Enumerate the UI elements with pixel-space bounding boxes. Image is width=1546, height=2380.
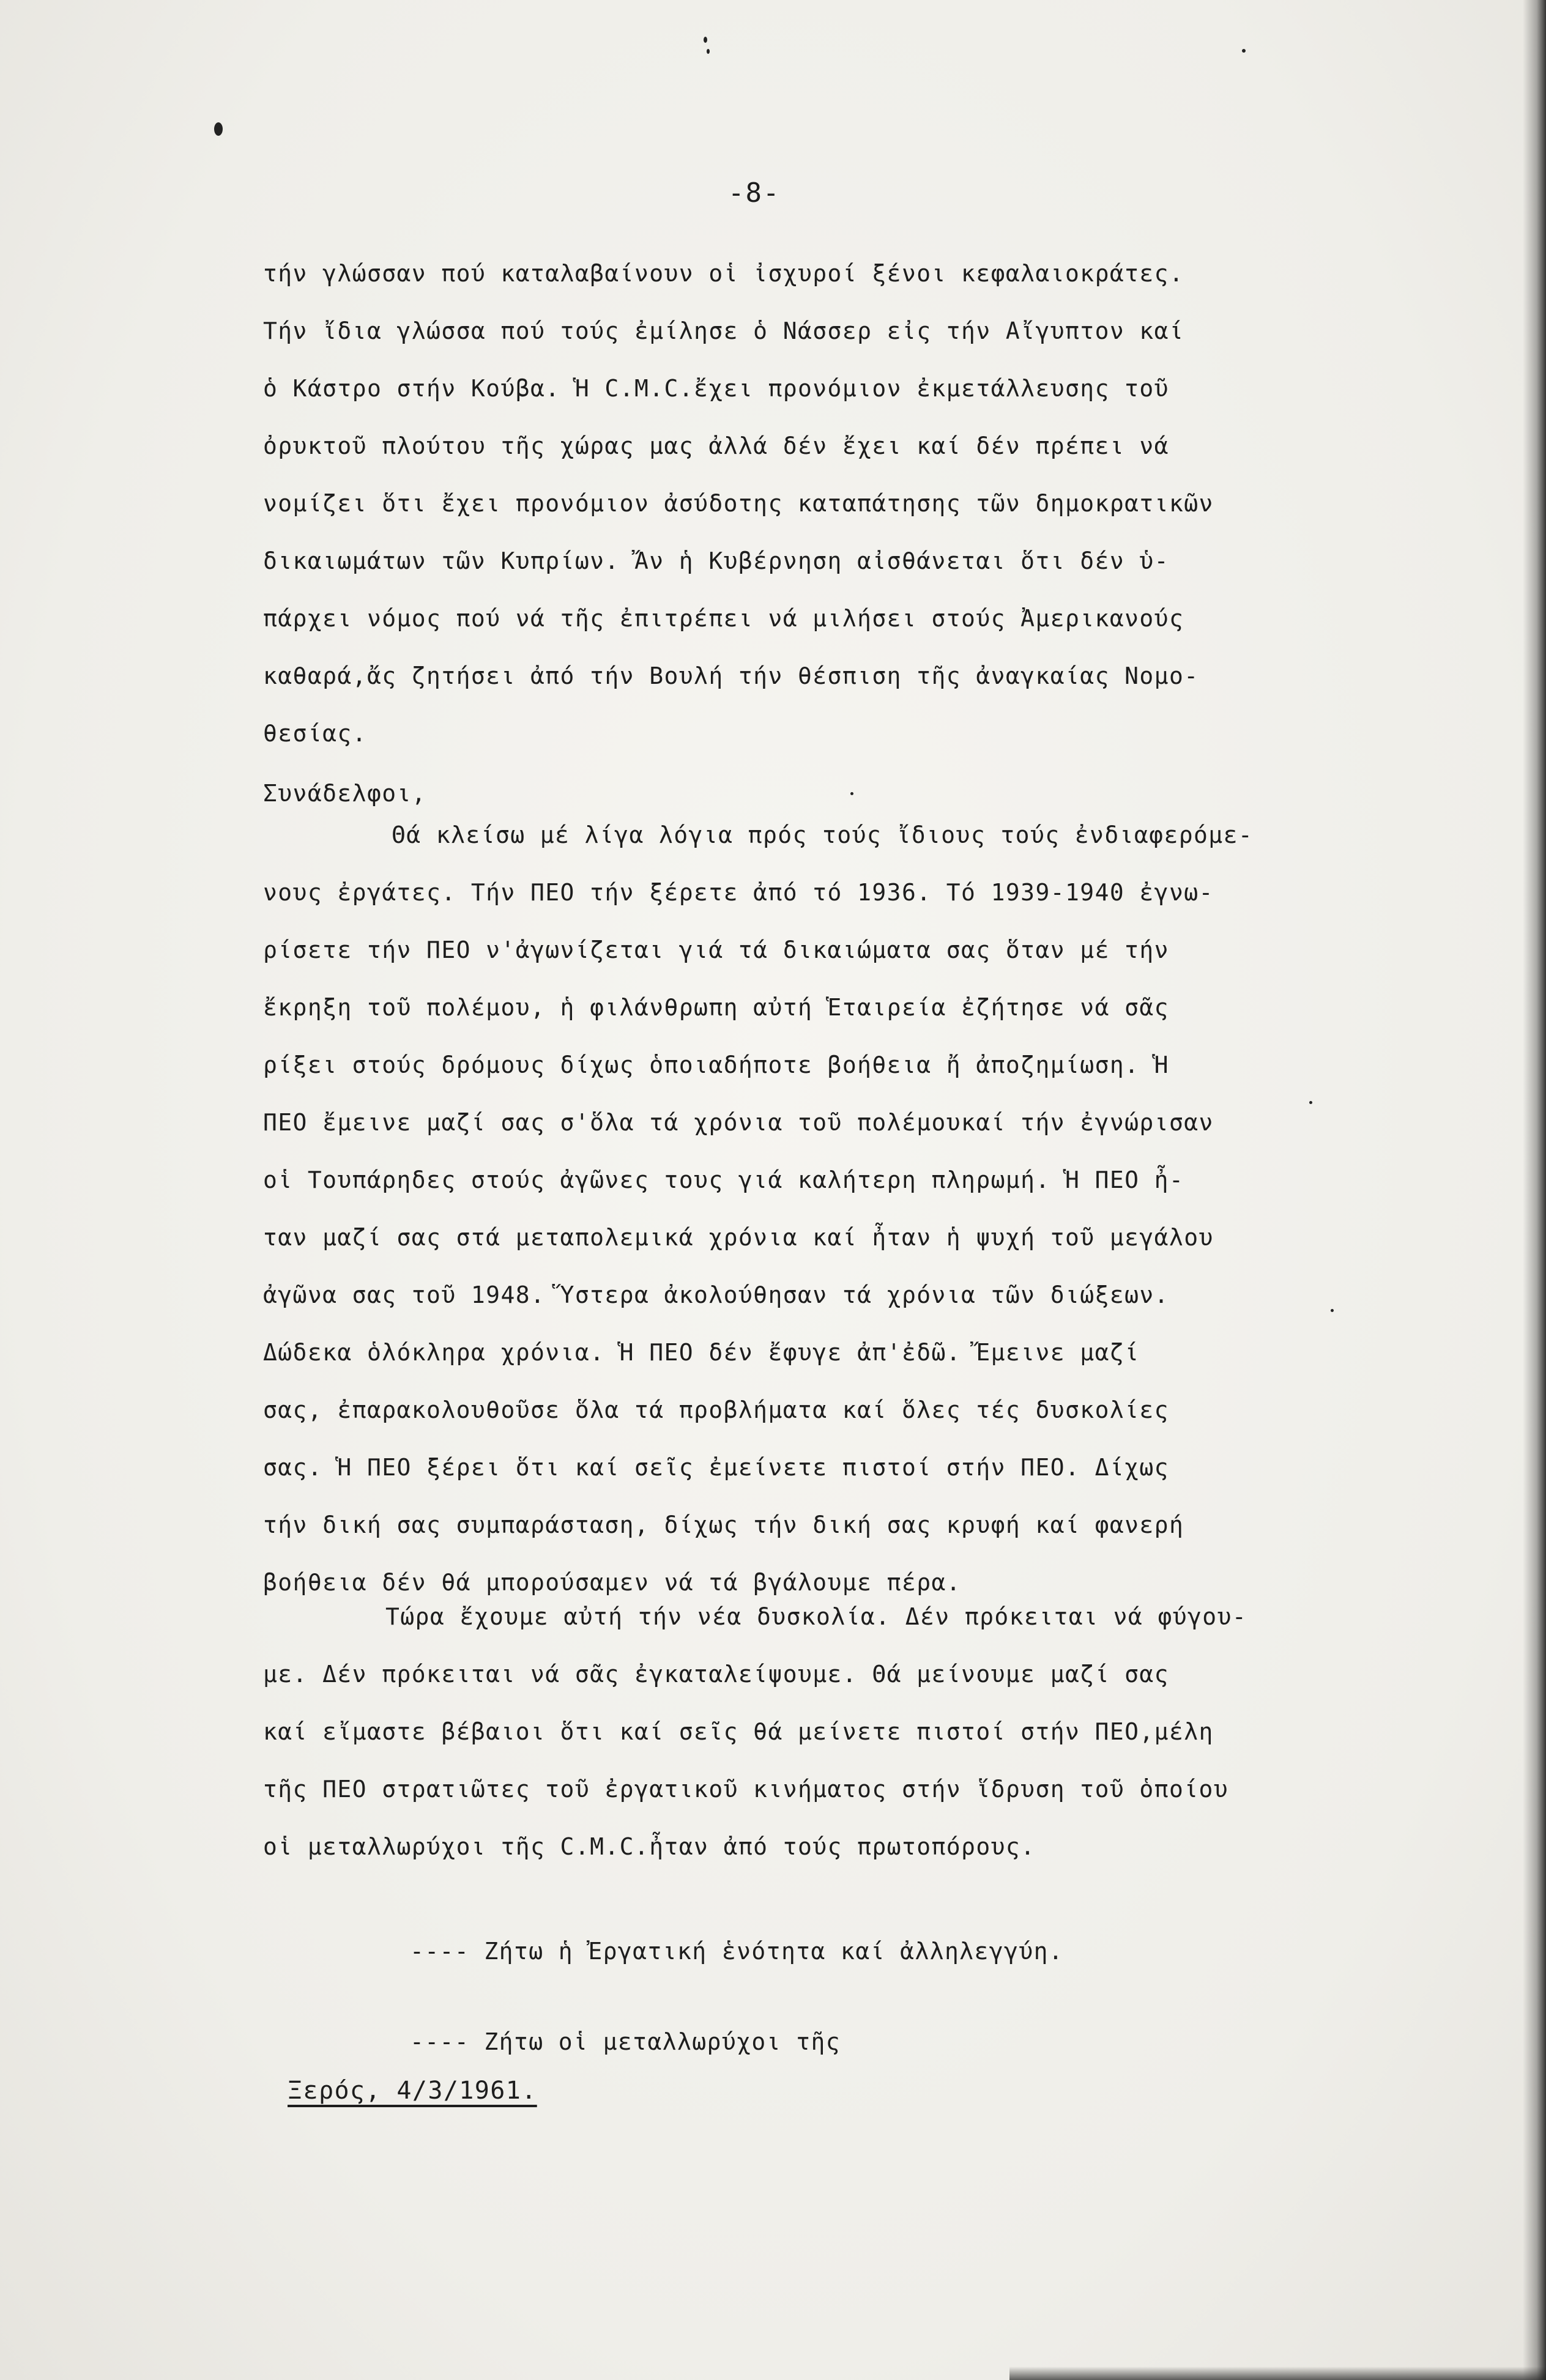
paragraph-1 xyxy=(263,245,1352,762)
text-line: ταν μαζί σας στά μεταπολεμικά χρόνια καί ἦταν ἡ ψυχή τοῦ μεγάλου xyxy=(263,1224,1214,1251)
ink-speck xyxy=(1242,49,1246,53)
ink-speck xyxy=(707,49,710,54)
text-line: ἀγῶνα σας τοῦ 1948. Ὕστερα ἀκολούθησαν τά χρόνια τῶν διώξεων. xyxy=(263,1281,1169,1308)
ink-speck xyxy=(704,37,707,43)
text-line: θεσίας. xyxy=(263,720,367,747)
text-line: πάρχει νόμος πού νά τῆς ἐπιτρέπει νά μιλήσει στούς Ἀμερικανούς xyxy=(263,605,1184,632)
text-line: σας, ἐπαρακολουθοῦσε ὅλα τά προβλήματα καί ὅλες τές δυσκολίες xyxy=(263,1396,1169,1423)
text-line: ἔκρηξη τοῦ πολέμου, ἡ φιλάνθρωπη αὐτή Ἑταιρεία ἐζήτησε νά σᾶς xyxy=(263,994,1169,1021)
text-line: σας. Ἡ ΠΕΟ ξέρει ὅτι καί σεῖς ἐμείνετε πιστοί στήν ΠΕΟ. Δίχως xyxy=(263,1454,1169,1481)
signature-place-date: Ξερός, 4/3/1961. xyxy=(288,2077,537,2105)
paragraph-3 xyxy=(263,1588,1352,1875)
text-line: Δώδεκα ὁλόκληρα χρόνια. Ἡ ΠΕΟ δέν ἔφυγε ἀπ'ἐδῶ. Ἔμεινε μαζί xyxy=(263,1339,1140,1366)
text-line: ρίσετε τήν ΠΕΟ ν'ἀγωνίζεται γιά τά δικαιώματα σας ὅταν μέ τήν xyxy=(263,936,1169,963)
text-line: Τώρα ἔχουμε αὐτή τήν νέα δυσκολία. Δέν πρόκειται νά φύγου- xyxy=(385,1603,1247,1630)
text-line: νομίζει ὅτι ἔχει προνόμιον ἀσύδοτης καταπάτησης τῶν δημοκρατικῶν xyxy=(263,490,1214,517)
text-line: βοήθεια δέν θά μπορούσαμεν νά τά βγάλουμε πέρα. xyxy=(263,1569,962,1596)
text-line: νους ἐργάτες. Τήν ΠΕΟ τήν ξέρετε ἀπό τό 1936. Τό 1939-1940 ἐγνω- xyxy=(263,879,1214,906)
text-line: ρίξει στούς δρόμους δίχως ὁποιαδήποτε βοήθεια ἤ ἀποζημίωση. Ἡ xyxy=(263,1051,1169,1078)
slogans xyxy=(410,1906,1499,2087)
text-line: ὀρυκτοῦ πλούτου τῆς χώρας μας ἀλλά δέν ἔχει καί δέν πρέπει νά xyxy=(263,432,1169,459)
text-line: Θά κλείσω μέ λίγα λόγια πρός τούς ἴδιους τούς ἐνδιαφερόμε- xyxy=(392,821,1254,848)
paragraph-2 xyxy=(263,806,1352,1611)
page-edge-shadow xyxy=(1523,0,1546,2380)
text-line: Τήν ἴδια γλώσσα πού τούς ἐμίλησε ὁ Νάσσερ εἰς τήν Αἴγυπτον καί xyxy=(263,317,1184,344)
text-line: ὁ Κάστρο στήν Κούβα. Ἡ C.M.C.ἔχει προνόμιον ἐκμετάλλευσης τοῦ xyxy=(263,375,1169,402)
slogan-line: ---- Ζήτω οἱ μεταλλωρύχοι τῆς xyxy=(410,2028,841,2055)
text-line: δικαιωμάτων τῶν Κυπρίων. Ἄν ἡ Κυβέρνηση αἰσθάνεται ὅτι δέν ὑ- xyxy=(263,547,1169,574)
page-number: -8- xyxy=(728,177,781,209)
slogan-line: ---- Ζήτω ἡ Ἐργατική ἑνότητα καί ἀλληλεγγύη. xyxy=(410,1938,1064,1965)
text-line: με. Δέν πρόκειται νά σᾶς ἐγκαταλείψουμε. Θά μείνουμε μαζί σας xyxy=(263,1661,1169,1688)
text-line: καθαρά,ἄς ζητήσει ἀπό τήν Βουλή τήν θέσπιση τῆς ἀναγκαίας Νομο- xyxy=(263,662,1199,689)
text-line: οἱ μεταλλωρύχοι τῆς C.M.C.ἦταν ἀπό τούς πρωτοπόρους. xyxy=(263,1833,1036,1860)
text-line: τήν γλώσσαν πού καταλαβαίνουν οἱ ἰσχυροί ξένοι κεφαλαιοκράτες. xyxy=(263,260,1184,287)
text-line: καί εἴμαστε βέβαιοι ὅτι καί σεῖς θά μείνετε πιστοί στήν ΠΕΟ,μέλη xyxy=(263,1718,1214,1745)
ink-speck xyxy=(214,122,223,136)
salutation-text: Συνάδελφοι, xyxy=(263,780,427,807)
text-line: οἱ Τουπάρηδες στούς ἀγῶνες τους γιά καλήτερη πληρωμή. Ἡ ΠΕΟ ἦ- xyxy=(263,1166,1184,1193)
text-line: τῆς ΠΕΟ στρατιῶτες τοῦ ἐργατικοῦ κινήματος στήν ἵδρυση τοῦ ὁποίου xyxy=(263,1776,1229,1803)
text-line: ΠΕΟ ἔμεινε μαζί σας σ'ὅλα τά χρόνια τοῦ πολέμουκαί τήν ἐγνώρισαν xyxy=(263,1109,1214,1136)
page-bottom-shadow xyxy=(1009,2367,1546,2380)
text-line: τήν δική σας συμπαράσταση, δίχως τήν δική σας κρυφή καί φανερή xyxy=(263,1511,1184,1538)
